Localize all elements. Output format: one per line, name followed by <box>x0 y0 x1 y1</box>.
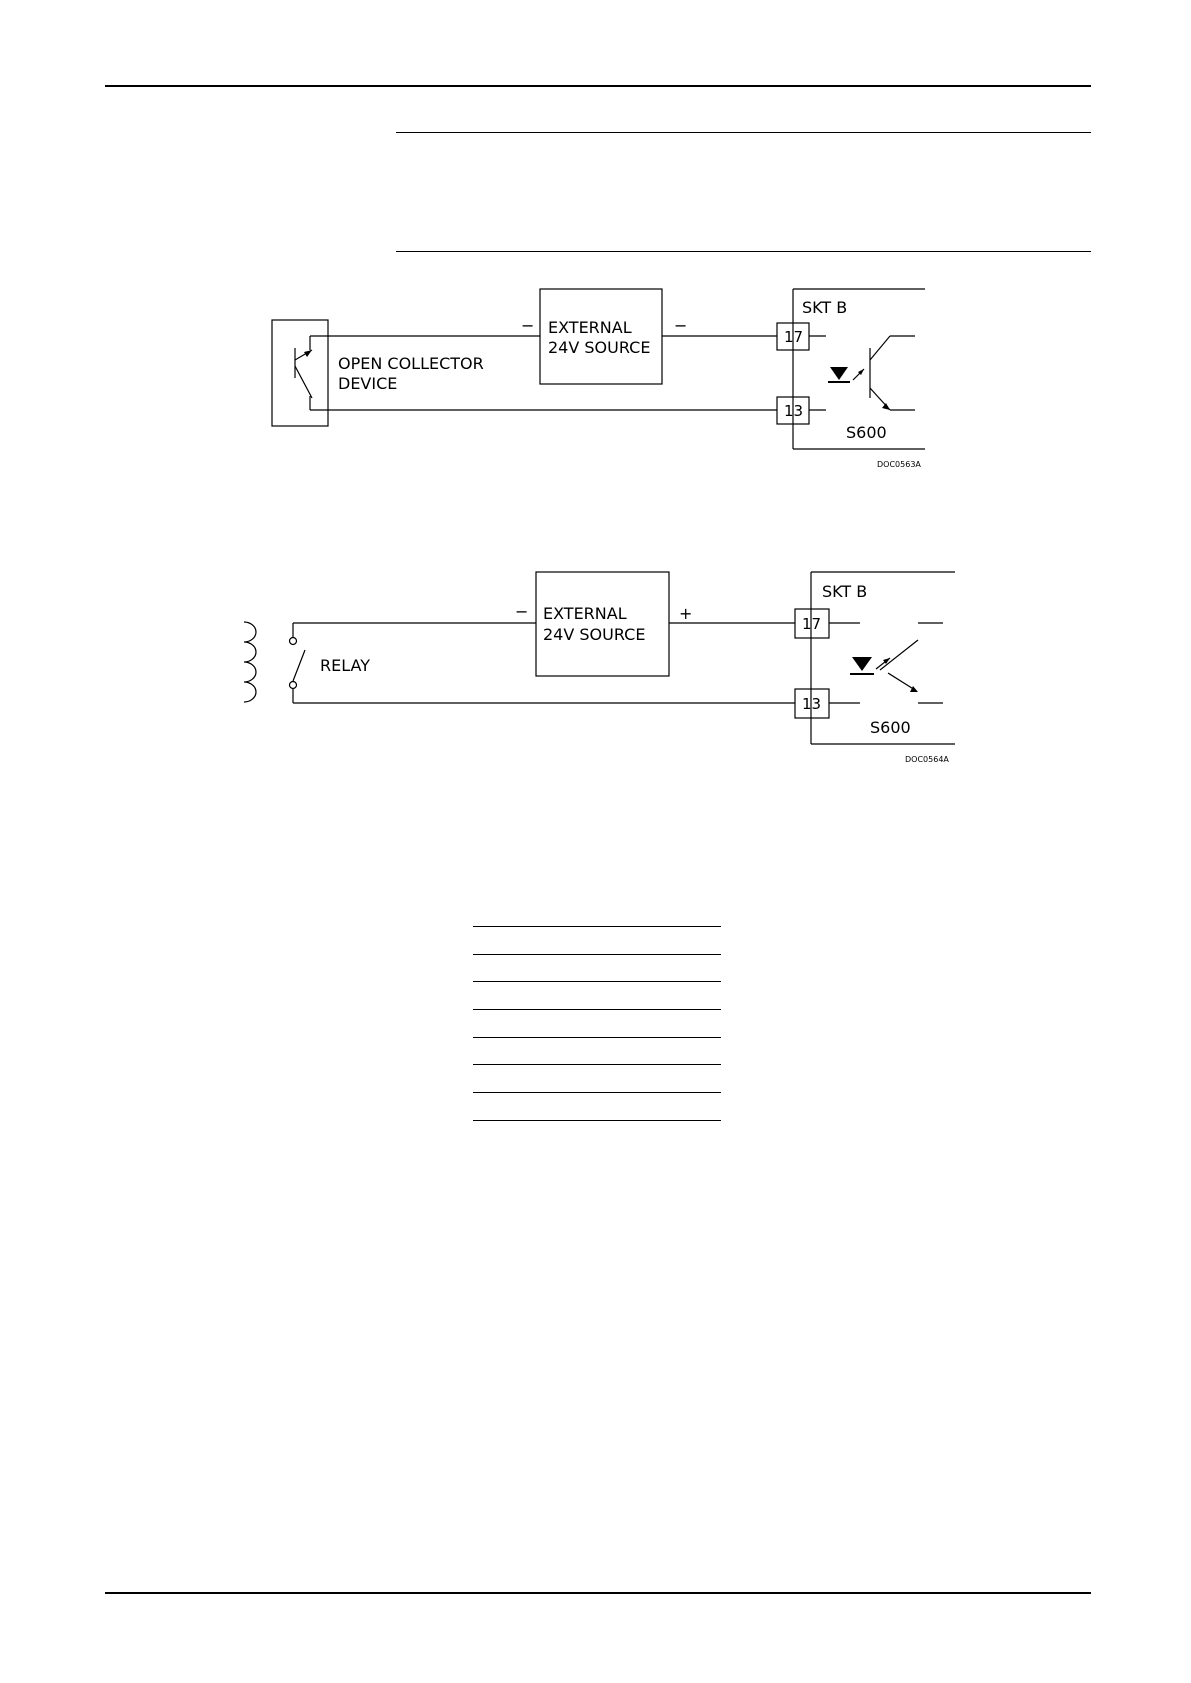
table-rule <box>473 1037 721 1038</box>
relay-wiring-diagram <box>0 0 1191 800</box>
source-right-polarity: − <box>674 316 688 335</box>
source-label-line1: EXTERNAL <box>548 318 632 337</box>
terminal-17-label-2: 17 <box>802 615 822 633</box>
table-rule <box>473 1064 721 1065</box>
terminal-13-label-2: 13 <box>802 695 822 713</box>
source-label-line1-2: EXTERNAL <box>543 604 627 623</box>
table-rule <box>473 1120 721 1121</box>
socket-label: SKT B <box>802 298 848 317</box>
table-rule <box>473 981 721 982</box>
table-rule <box>473 926 721 927</box>
footer-rule <box>105 1592 1091 1594</box>
led-icon-2 <box>852 657 872 671</box>
drawing-ref-2: DOC0564A <box>905 755 949 764</box>
device-label-line2: DEVICE <box>338 374 398 393</box>
source-label-line2: 24V SOURCE <box>548 338 651 357</box>
table-rule <box>473 1092 721 1093</box>
empty-table <box>473 926 721 1122</box>
unit-label: S600 <box>846 423 887 442</box>
source-right-polarity-2: + <box>679 604 693 623</box>
relay-coil-icon <box>244 622 256 702</box>
table-rule <box>473 1009 721 1010</box>
relay-label: RELAY <box>320 656 370 675</box>
source-left-polarity: − <box>521 316 535 335</box>
terminal-13-label: 13 <box>784 402 804 420</box>
source-label-line2-2: 24V SOURCE <box>543 625 646 644</box>
source-left-polarity-2: − <box>515 602 529 621</box>
drawing-ref: DOC0563A <box>877 460 921 469</box>
table-rule <box>473 954 721 955</box>
socket-label-2: SKT B <box>822 582 868 601</box>
external-source-box-2 <box>536 572 669 676</box>
unit-label-2: S600 <box>870 718 911 737</box>
terminal-17-label: 17 <box>784 328 804 346</box>
device-label-line1: OPEN COLLECTOR <box>338 354 484 373</box>
